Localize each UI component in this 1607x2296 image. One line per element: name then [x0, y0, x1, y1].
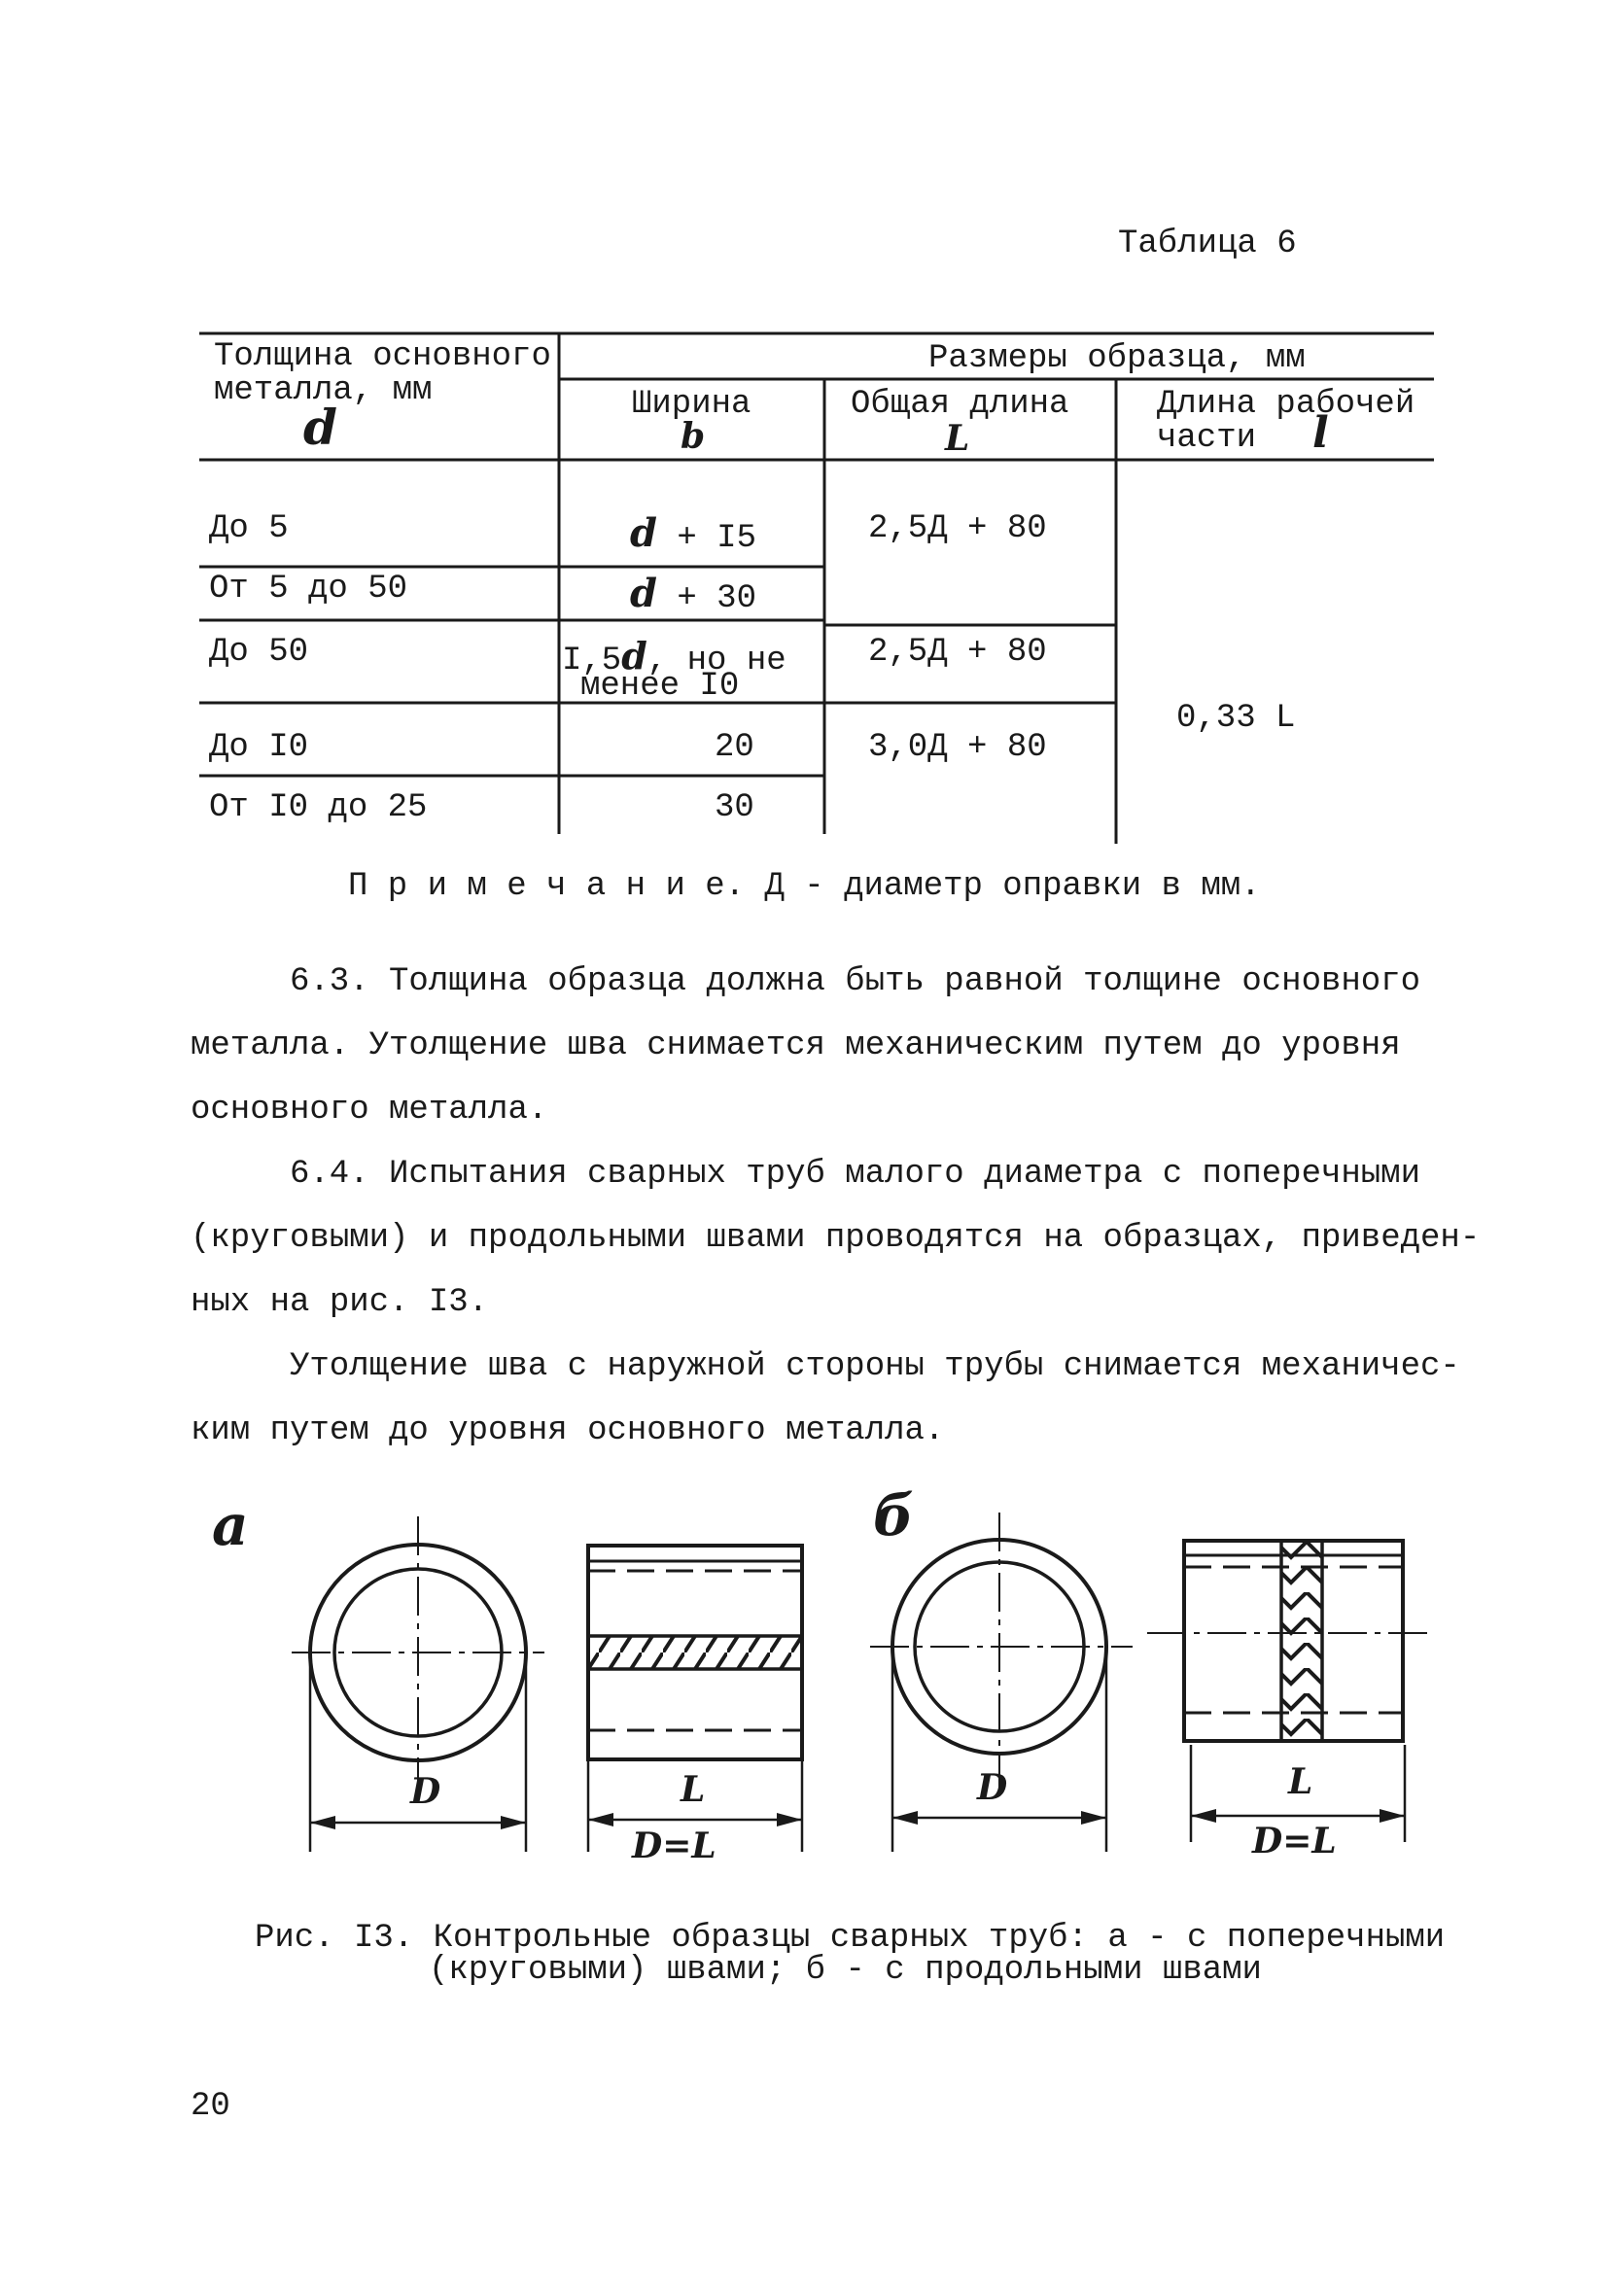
paragraph-6-3-line2: металла. Утолщение шва снимается механическим путем до уровня	[191, 1027, 1401, 1064]
header-col3-name: Общая длина	[851, 386, 1069, 423]
row1-width-rest: + I5	[677, 520, 756, 557]
ring-b-arrow-left	[892, 1811, 918, 1825]
paragraph-6-5-line1: Утолщение шва с наружной стороны трубы снимается механичес-	[290, 1348, 1460, 1385]
tube-b-outline	[1184, 1541, 1403, 1741]
figure-label-a: а	[212, 1492, 249, 1558]
row3-width-symbol: d	[621, 634, 647, 678]
tube-a-arrow-right	[777, 1813, 802, 1826]
table-note: П р и м е ч а н и е. Д - диаметр оправки в мм.	[348, 868, 1261, 905]
tube-b-arrow-right	[1380, 1809, 1405, 1823]
header-col2-name: Ширина	[632, 386, 751, 423]
figure-caption-line1: Рис. I3. Контрольные образцы сварных труб: а - с поперечными	[255, 1920, 1446, 1957]
ring-a-outer	[310, 1545, 526, 1760]
row3-thickness: До 50	[209, 634, 309, 671]
figure-label-b: б	[873, 1482, 914, 1548]
tube-a-weld	[588, 1636, 802, 1669]
row5-thickness: От I0 до 25	[209, 789, 428, 826]
ring-b-outer	[892, 1540, 1106, 1754]
row2-width	[630, 571, 756, 617]
ring-a-arrow-right	[501, 1816, 526, 1829]
row3-width-line2: менее I0	[580, 668, 740, 705]
header-col4-line1: Длина рабочей	[1157, 386, 1415, 423]
row4-length: 3,0Д + 80	[868, 729, 1047, 766]
header-col1-line2: металла, мм	[214, 372, 433, 409]
figure-caption-line2: (круговыми) швами; б - с продольными швами	[429, 1952, 1262, 1989]
row1-thickness: До 5	[209, 510, 289, 547]
header-col2-symbol: b	[681, 416, 706, 457]
dim-D-a: D	[410, 1771, 441, 1812]
row4-width: 20	[715, 729, 754, 766]
row2-width-symbol: d	[630, 571, 657, 616]
dim-DL-a: D=L	[632, 1826, 716, 1866]
dim-D-b: D	[977, 1767, 1008, 1808]
ring-a-inner	[334, 1569, 502, 1736]
working-length-value: 0,33 L	[1176, 700, 1296, 737]
dim-L-b: L	[1288, 1761, 1313, 1802]
row3-width-rest: , но не	[646, 643, 786, 679]
header-col1-line1: Толщина основного	[214, 338, 551, 375]
paragraph-6-5-line2: ким путем до уровня основного металла.	[191, 1412, 945, 1449]
row3-width-pre: I,5	[562, 643, 622, 679]
row2-thickness: От 5 до 50	[209, 571, 408, 608]
header-col1-symbol: d	[303, 399, 337, 456]
header-col4-line2: части	[1157, 420, 1257, 457]
row4-thickness: До I0	[209, 729, 309, 766]
page-number: 20	[191, 2088, 230, 2125]
paragraph-6-4-line1: 6.4. Испытания сварных труб малого диаметра с поперечными	[290, 1156, 1420, 1193]
paragraph-6-4-line2: (круговыми) и продольными швами проводятся на образцах, приведен-	[191, 1220, 1481, 1257]
row3-length: 2,5Д + 80	[868, 634, 1047, 671]
ring-b-arrow-right	[1081, 1811, 1106, 1825]
row2-width-rest: + 30	[677, 580, 756, 617]
header-col3-symbol: L	[945, 418, 970, 459]
paragraph-6-3-line3: основного металла.	[191, 1092, 548, 1129]
row5-width: 30	[715, 789, 754, 826]
tube-a-outline	[588, 1546, 802, 1759]
dim-L-a: L	[681, 1769, 706, 1810]
tube-b-arrow-left	[1191, 1809, 1216, 1823]
row1-width	[630, 510, 756, 557]
header-group: Размеры образца, мм	[928, 340, 1306, 377]
table-caption: Таблица 6	[1118, 226, 1297, 262]
row1-width-symbol: d	[630, 510, 657, 556]
header-col4-symbol: l	[1312, 408, 1329, 458]
row1-length: 2,5Д + 80	[868, 510, 1047, 547]
dim-DL-b: D=L	[1252, 1821, 1337, 1861]
ring-a-arrow-left	[310, 1816, 335, 1829]
tube-b-weld	[1281, 1541, 1322, 1741]
paragraph-6-4-line3: ных на рис. I3.	[191, 1284, 489, 1321]
ring-b-inner	[915, 1562, 1084, 1731]
paragraph-6-3-line1: 6.3. Толщина образца должна быть равной толщине основного	[290, 963, 1420, 1000]
tube-a-arrow-left	[588, 1813, 613, 1826]
